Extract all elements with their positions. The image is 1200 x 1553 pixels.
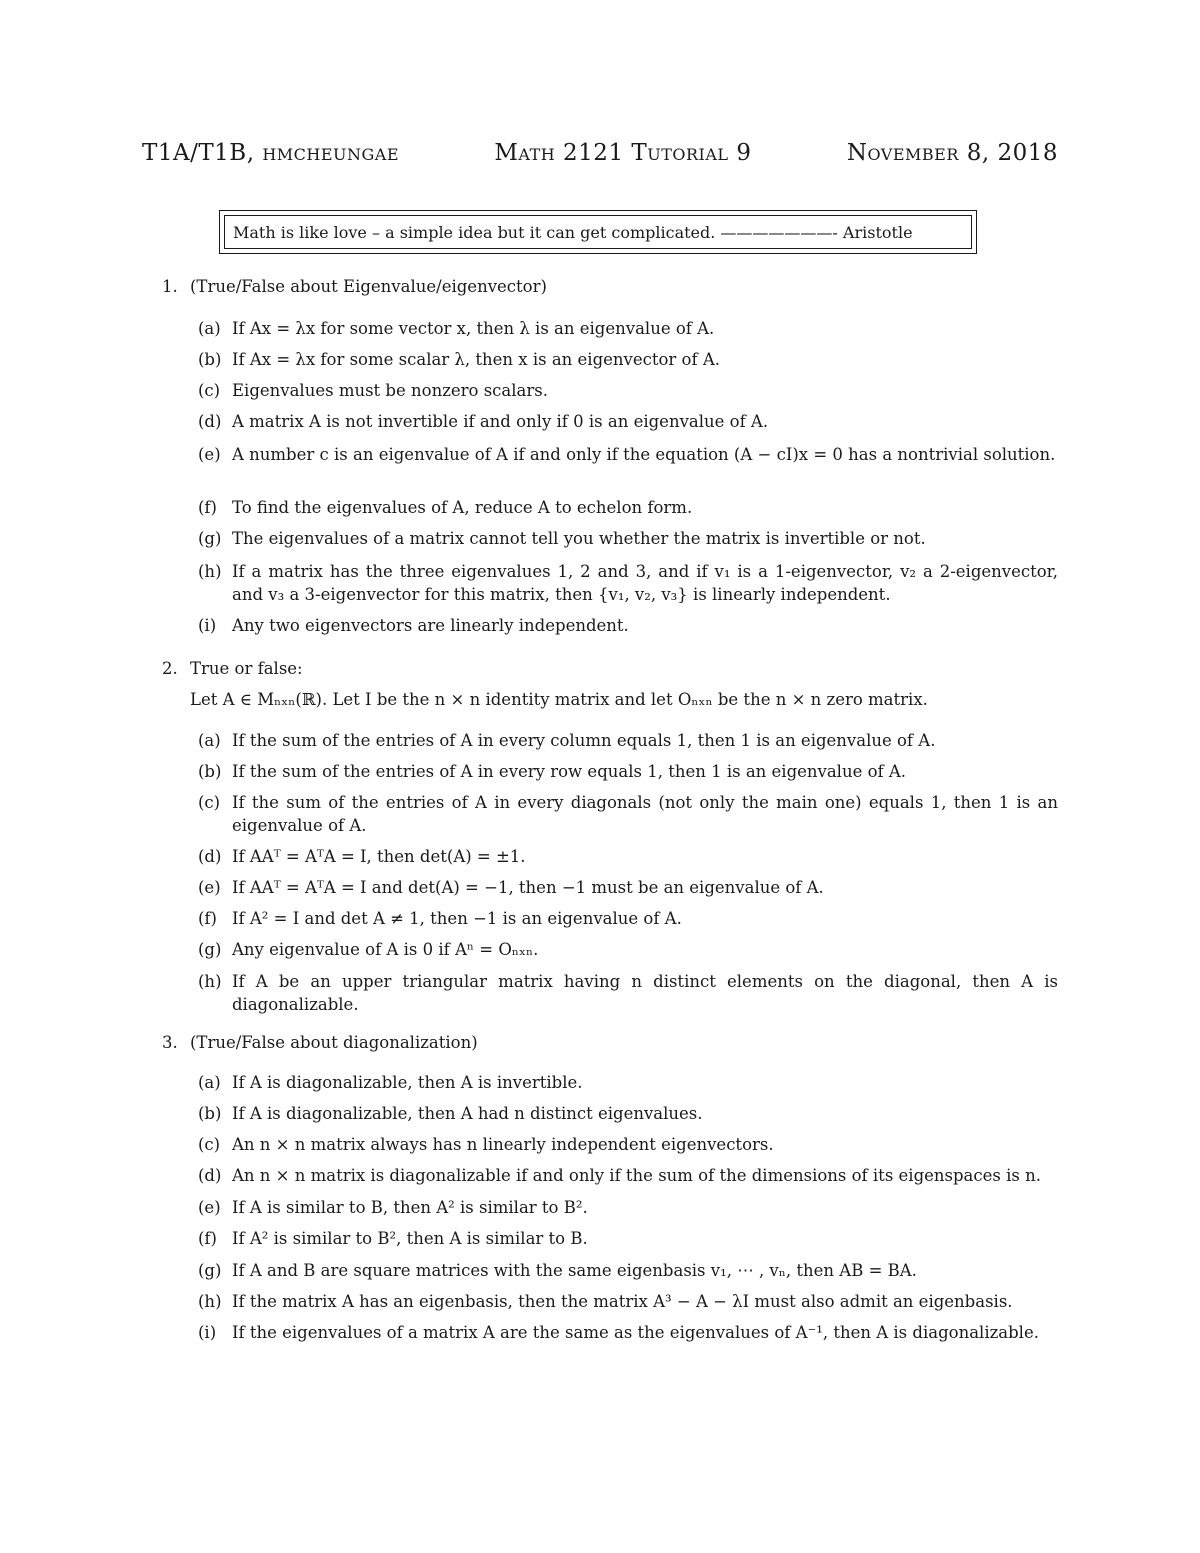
item-label: (h): [198, 972, 222, 991]
header-course-section: T1A/T1B, hmcheungae: [142, 140, 400, 166]
item-text: A matrix A is not invertible if and only if 0 is an eigenvalue of A.: [232, 412, 769, 431]
item-label: (d): [198, 412, 222, 431]
item-label: (f): [198, 1229, 217, 1248]
header-title: Math 2121 Tutorial 9: [494, 140, 752, 166]
item-label: (e): [198, 445, 221, 464]
item-label: (f): [198, 909, 217, 928]
item-text: If A and B are square matrices with the same eigenbasis v₁, ⋯ , vₙ, then AB = BA.: [232, 1261, 917, 1280]
item-text: The eigenvalues of a matrix cannot tell you whether the matrix is invertible or not.: [232, 529, 926, 548]
quote-text: Math is like love – a simple idea but it can get complicated. ———————- Aristotle: [233, 222, 913, 242]
item-text: If AAᵀ = AᵀA = I, then det(A) = ±1.: [232, 847, 526, 866]
item-label: (a): [198, 319, 221, 338]
item-label: (f): [198, 498, 217, 517]
item-text: If Ax = λx for some scalar λ, then x is an eigenvector of A.: [232, 350, 720, 369]
item-text: If A² is similar to B², then A is similar to B.: [232, 1229, 588, 1248]
item-text: If Ax = λx for some vector x, then λ is an eigenvalue of A.: [232, 319, 715, 338]
item-text: If A be an upper triangular matrix having n distinct elements on the diagonal, then A is diagonalizable.: [232, 972, 1058, 1014]
item-label: (d): [198, 847, 222, 866]
item-label: (a): [198, 1073, 221, 1092]
item-text: If the sum of the entries of A in every column equals 1, then 1 is an eigenvalue of A.: [232, 731, 936, 750]
item-label: (i): [198, 616, 217, 635]
question-number: 1.: [162, 277, 178, 296]
item-text: If A is diagonalizable, then A is invertible.: [232, 1073, 583, 1092]
item-label: (g): [198, 940, 222, 959]
item-label: (g): [198, 529, 222, 548]
item-text: If a matrix has the three eigenvalues 1, 2 and 3, and if v₁ is a 1-eigenvector, v₂ a 2-eigenvector, and v₃ a 3-eigenvector for this matrix, then {v₁, v₂, v₃} is linearly independent.: [232, 562, 1058, 604]
item-text: If the matrix A has an eigenbasis, then the matrix A³ − A − λI must also admit an eigenbasis.: [232, 1292, 1013, 1311]
item-label: (c): [198, 793, 221, 812]
item-label: (i): [198, 1323, 217, 1342]
question-number: 3.: [162, 1033, 178, 1052]
item-label: (c): [198, 381, 221, 400]
item-label: (b): [198, 762, 222, 781]
question-title: (True/False about Eigenvalue/eigenvector): [190, 277, 547, 296]
item-label: (d): [198, 1166, 222, 1185]
item-text: Any eigenvalue of A is 0 if Aⁿ = Oₙₓₙ.: [232, 940, 539, 959]
item-text: If A is similar to B, then A² is similar to B².: [232, 1198, 588, 1217]
item-text: If A is diagonalizable, then A had n distinct eigenvalues.: [232, 1104, 703, 1123]
header-date: November 8, 2018: [846, 140, 1058, 166]
item-text: Eigenvalues must be nonzero scalars.: [232, 381, 548, 400]
item-text: Any two eigenvectors are linearly independent.: [232, 616, 629, 635]
item-label: (h): [198, 562, 222, 581]
item-text: An n × n matrix always has n linearly independent eigenvectors.: [232, 1135, 774, 1154]
item-label: (b): [198, 350, 222, 369]
item-text: If AAᵀ = AᵀA = I and det(A) = −1, then −1 must be an eigenvalue of A.: [232, 878, 824, 897]
item-label: (g): [198, 1261, 222, 1280]
item-text: If the sum of the entries of A in every row equals 1, then 1 is an eigenvalue of A.: [232, 762, 907, 781]
item-label: (e): [198, 878, 221, 897]
item-text: To find the eigenvalues of A, reduce A to echelon form.: [232, 498, 693, 517]
item-label: (h): [198, 1292, 222, 1311]
item-label: (e): [198, 1198, 221, 1217]
question-title: True or false:: [190, 659, 303, 678]
question-number: 2.: [162, 659, 178, 678]
question-title: (True/False about diagonalization): [190, 1033, 478, 1052]
item-text: A number c is an eigenvalue of A if and only if the equation (A − cI)x = 0 has a nontrivial solution.: [232, 445, 1056, 464]
item-label: (a): [198, 731, 221, 750]
quote-box: [219, 210, 977, 254]
item-label: (b): [198, 1104, 222, 1123]
item-text: If A² = I and det A ≠ 1, then −1 is an eigenvalue of A.: [232, 909, 682, 928]
page-header: [142, 140, 1058, 166]
item-text: An n × n matrix is diagonalizable if and only if the sum of the dimensions of its eigenspaces is n.: [232, 1166, 1041, 1185]
question-intro: Let A ∈ Mₙₓₙ(ℝ). Let I be the n × n identity matrix and let Oₙₓₙ be the n × n zero matrix.: [190, 690, 928, 709]
quote-inner-box: [224, 215, 972, 249]
item-label: (c): [198, 1135, 221, 1154]
item-text: If the eigenvalues of a matrix A are the same as the eigenvalues of A⁻¹, then A is diagonalizable.: [232, 1323, 1039, 1342]
item-text: If the sum of the entries of A in every diagonals (not only the main one) equals 1, then 1 is an eigenvalue of A.: [232, 793, 1058, 835]
